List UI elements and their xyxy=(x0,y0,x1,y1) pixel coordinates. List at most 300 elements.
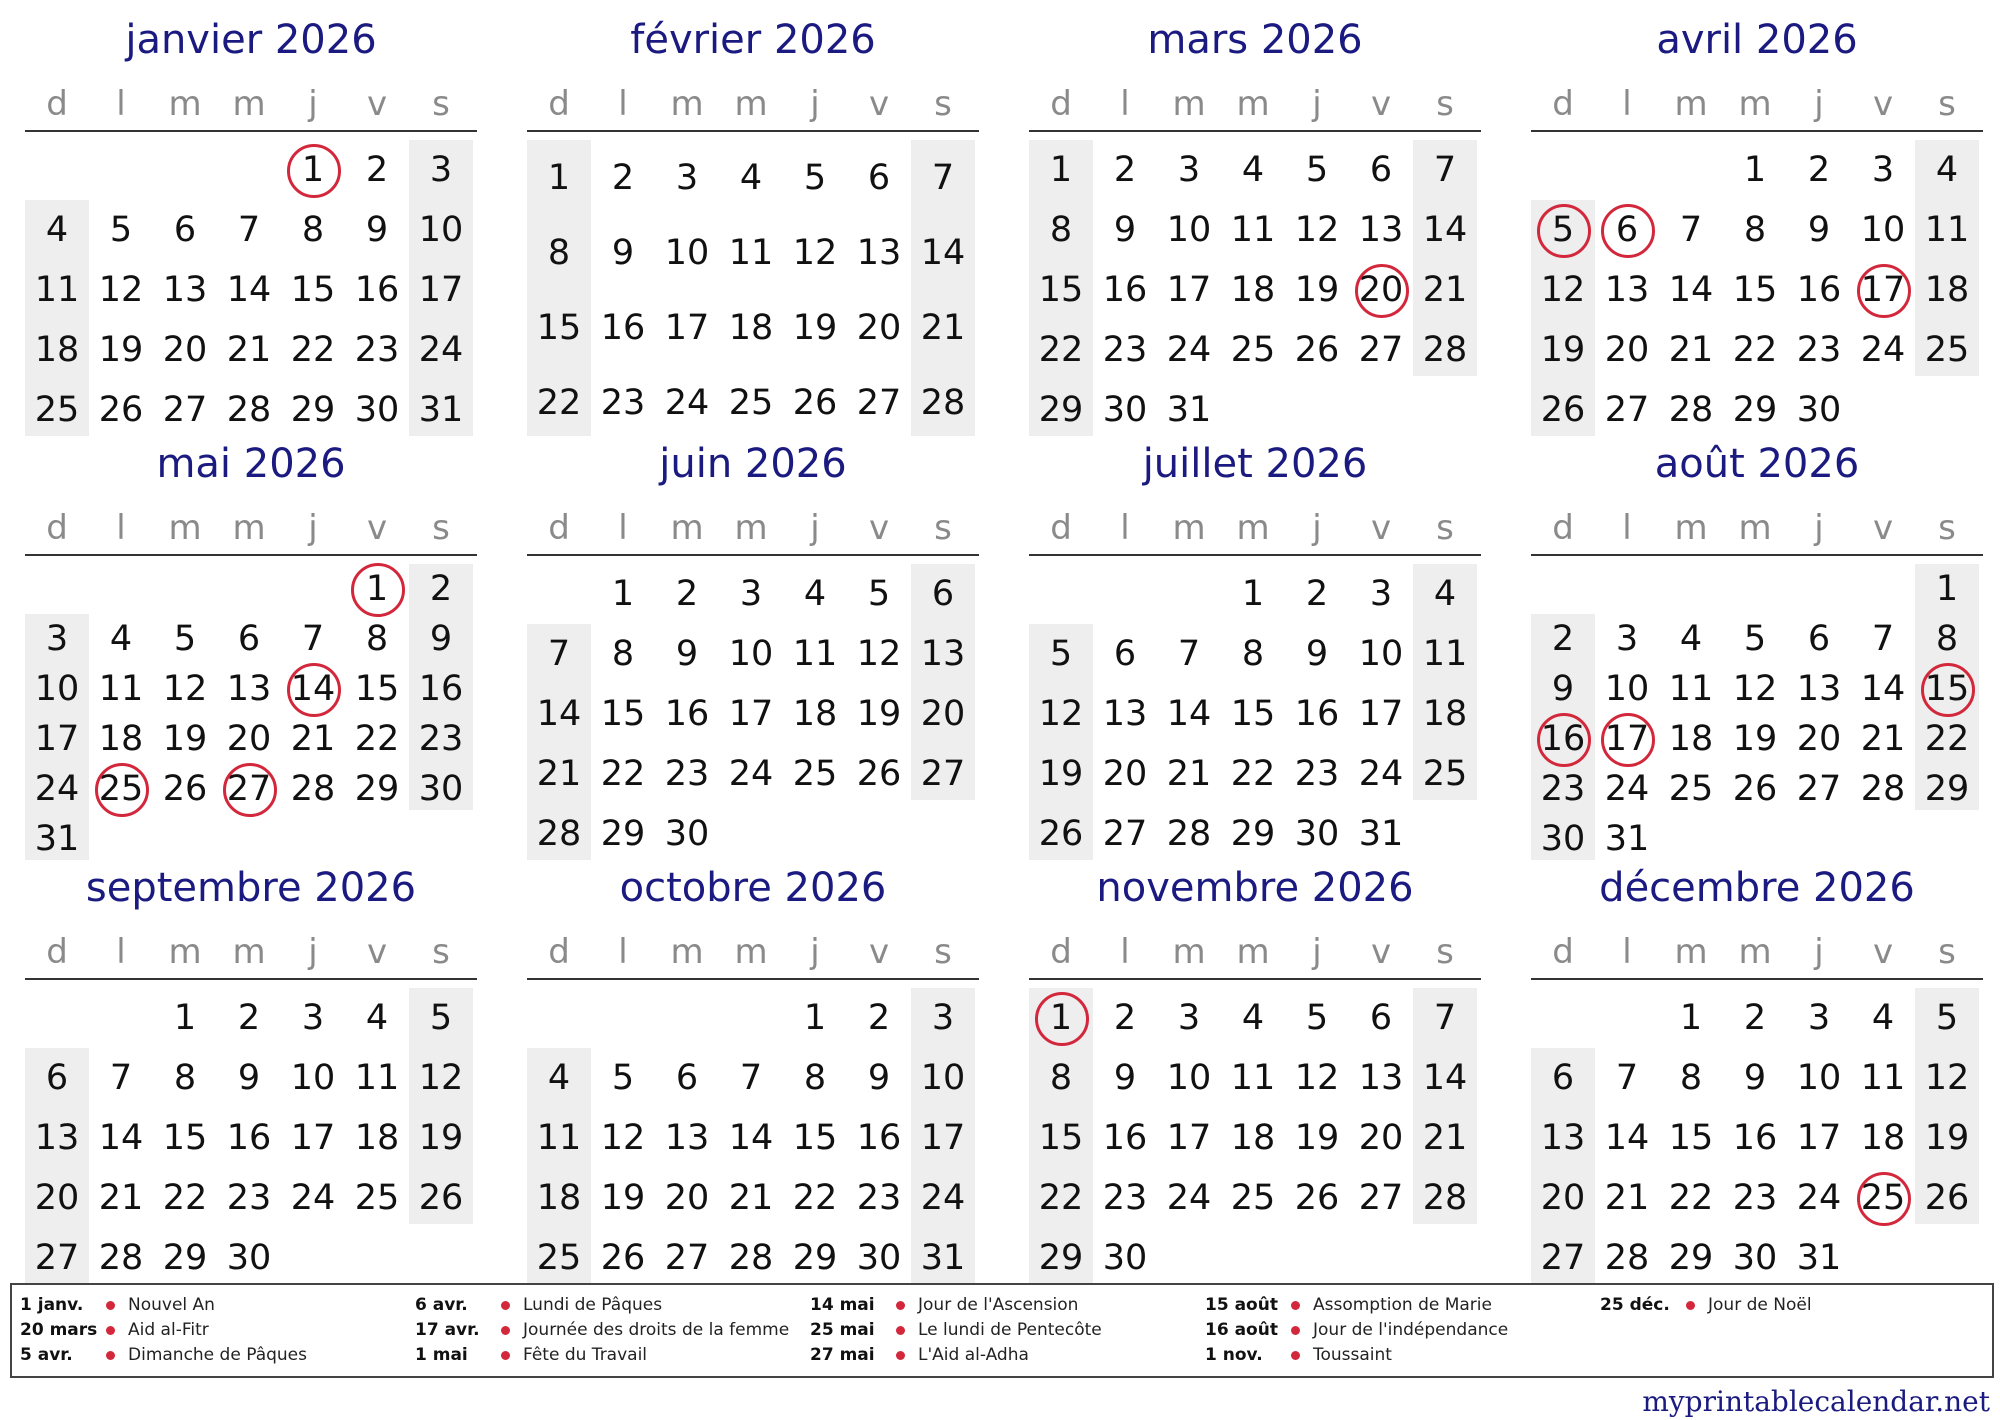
calendar-day: 29 xyxy=(600,814,646,854)
holiday-day: 14 xyxy=(281,662,345,716)
calendar-day: 13 xyxy=(1358,1058,1404,1098)
calendar-day: 31 xyxy=(1166,390,1212,430)
calendar-day: 28 xyxy=(1422,330,1468,370)
calendar-day: 3 xyxy=(1177,150,1201,190)
calendar-day: 9 xyxy=(1743,1058,1767,1098)
calendar-day: 6 xyxy=(1113,634,1137,674)
month-calendar xyxy=(1029,434,1481,854)
calendar-day: 5 xyxy=(1743,619,1767,659)
calendar-day: 23 xyxy=(1102,1178,1148,1218)
weekday-header: d xyxy=(548,84,570,124)
weekday-header: j xyxy=(1814,932,1824,972)
holiday-day: 5 xyxy=(1531,203,1595,257)
calendar-day: 9 xyxy=(1113,210,1137,250)
calendar-day: 25 xyxy=(1230,1178,1276,1218)
calendar-day: 26 xyxy=(856,754,902,794)
holiday-day: 1 xyxy=(281,143,345,197)
calendar-day: 4 xyxy=(45,210,69,250)
calendar-day: 11 xyxy=(1230,1058,1276,1098)
calendar-day: 13 xyxy=(1540,1118,1586,1158)
header-divider xyxy=(1531,978,1983,980)
calendar-day: 7 xyxy=(1433,998,1457,1038)
weekday-header: d xyxy=(1552,508,1574,548)
calendar-day: 29 xyxy=(354,769,400,809)
calendar-day: 27 xyxy=(1604,390,1650,430)
month-title: janvier 2026 xyxy=(125,17,377,63)
calendar-day: 9 xyxy=(237,1058,261,1098)
calendar-day: 15 xyxy=(536,307,582,348)
calendar-day: 27 xyxy=(1796,769,1842,809)
calendar-day: 22 xyxy=(290,330,336,370)
month-calendar xyxy=(1029,10,1481,430)
calendar-day: 19 xyxy=(162,719,208,759)
holiday-date: 6 avr. xyxy=(415,1295,468,1315)
calendar-day: 16 xyxy=(1102,270,1148,310)
calendar-day: 6 xyxy=(237,619,261,659)
holiday-name: Aid al-Fitr xyxy=(128,1320,209,1340)
weekday-header: m xyxy=(1172,508,1206,548)
weekday-header: l xyxy=(1120,932,1130,972)
weekday-header: j xyxy=(1312,932,1322,972)
calendar-day: 21 xyxy=(728,1178,774,1218)
weekday-header: j xyxy=(810,932,820,972)
calendar-day: 24 xyxy=(1796,1178,1842,1218)
calendar-day: 7 xyxy=(1433,150,1457,190)
calendar-day: 23 xyxy=(1102,330,1148,370)
calendar-day: 10 xyxy=(920,1058,966,1098)
calendar-day: 9 xyxy=(867,1058,891,1098)
calendar-day: 14 xyxy=(920,232,966,273)
calendar-day: 30 xyxy=(1294,814,1340,854)
month-title: mars 2026 xyxy=(1147,17,1363,63)
calendar-day: 16 xyxy=(1796,270,1842,310)
weekday-header: l xyxy=(1120,84,1130,124)
calendar-day: 27 xyxy=(162,390,208,430)
holiday-name: Jour de l'indépendance xyxy=(1313,1320,1509,1340)
holiday-date: 25 déc. xyxy=(1600,1295,1670,1315)
calendar-day: 10 xyxy=(1860,210,1906,250)
calendar-day: 27 xyxy=(664,1238,710,1278)
calendar-day: 22 xyxy=(1038,330,1084,370)
calendar-day: 4 xyxy=(365,998,389,1038)
bullet-dot-icon xyxy=(501,1351,510,1360)
calendar-day: 26 xyxy=(418,1178,464,1218)
weekday-header: m xyxy=(734,84,768,124)
month-title: juin 2026 xyxy=(659,441,847,487)
calendar-day: 28 xyxy=(226,390,272,430)
bullet-dot-icon xyxy=(1291,1326,1300,1335)
calendar-day: 9 xyxy=(675,634,699,674)
calendar-day: 26 xyxy=(1732,769,1778,809)
calendar-day: 22 xyxy=(792,1178,838,1218)
calendar-day: 19 xyxy=(1924,1118,1970,1158)
calendar-day: 6 xyxy=(867,157,891,198)
calendar-day: 5 xyxy=(1305,150,1329,190)
weekday-header: j xyxy=(1814,84,1824,124)
calendar-day: 15 xyxy=(1038,1118,1084,1158)
calendar-day: 27 xyxy=(1358,330,1404,370)
calendar-day: 31 xyxy=(34,819,80,859)
weekday-header: j xyxy=(1814,508,1824,548)
calendar-day: 24 xyxy=(1166,1178,1212,1218)
calendar-day: 4 xyxy=(1241,150,1265,190)
calendar-day: 6 xyxy=(1551,1058,1575,1098)
calendar-day: 25 xyxy=(728,382,774,423)
month-calendar xyxy=(527,10,979,430)
calendar-day: 8 xyxy=(1935,619,1959,659)
calendar-day: 18 xyxy=(536,1178,582,1218)
calendar-day: 12 xyxy=(1924,1058,1970,1098)
calendar-day: 23 xyxy=(1540,769,1586,809)
calendar-day: 8 xyxy=(365,619,389,659)
calendar-day: 3 xyxy=(931,998,955,1038)
calendar-day: 17 xyxy=(728,694,774,734)
calendar-day: 8 xyxy=(173,1058,197,1098)
calendar-day: 10 xyxy=(1358,634,1404,674)
calendar-day: 6 xyxy=(45,1058,69,1098)
calendar-day: 22 xyxy=(1668,1178,1714,1218)
calendar-day: 28 xyxy=(98,1238,144,1278)
calendar-day: 5 xyxy=(611,1058,635,1098)
calendar-day: 5 xyxy=(1935,998,1959,1038)
calendar-day: 8 xyxy=(611,634,635,674)
calendar-day: 8 xyxy=(1049,1058,1073,1098)
calendar-day: 18 xyxy=(1924,270,1970,310)
month-title: août 2026 xyxy=(1654,441,1860,487)
calendar-day: 29 xyxy=(1732,390,1778,430)
weekday-header: m xyxy=(670,508,704,548)
month-calendar xyxy=(25,10,477,430)
calendar-day: 14 xyxy=(226,270,272,310)
calendar-day: 16 xyxy=(418,669,464,709)
calendar-day: 18 xyxy=(354,1118,400,1158)
calendar-day: 12 xyxy=(1540,270,1586,310)
calendar-day: 28 xyxy=(728,1238,774,1278)
holiday-day: 17 xyxy=(1851,263,1915,317)
calendar-day: 15 xyxy=(1732,270,1778,310)
calendar-day: 22 xyxy=(1732,330,1778,370)
calendar-day: 30 xyxy=(354,390,400,430)
month-title: mai 2026 xyxy=(156,441,346,487)
calendar-day: 30 xyxy=(664,814,710,854)
calendar-day: 4 xyxy=(1871,998,1895,1038)
weekday-header: s xyxy=(1436,932,1454,972)
calendar-day: 13 xyxy=(1358,210,1404,250)
calendar-day: 16 xyxy=(1732,1118,1778,1158)
weekday-header: v xyxy=(1370,84,1392,124)
weekday-header: j xyxy=(1312,508,1322,548)
calendar-day: 21 xyxy=(1422,270,1468,310)
holiday-day: 25 xyxy=(89,762,153,816)
calendar-day: 20 xyxy=(1102,754,1148,794)
calendar-day: 9 xyxy=(1113,1058,1137,1098)
calendar-day: 9 xyxy=(611,232,635,273)
header-divider xyxy=(25,554,477,556)
calendar-day: 11 xyxy=(1422,634,1468,674)
weekday-header: m xyxy=(168,84,202,124)
calendar-day: 19 xyxy=(98,330,144,370)
calendar-day: 21 xyxy=(536,754,582,794)
header-divider xyxy=(1029,978,1481,980)
month-title: octobre 2026 xyxy=(619,865,887,911)
calendar-day: 16 xyxy=(600,307,646,348)
calendar-day: 31 xyxy=(920,1238,966,1278)
calendar-day: 9 xyxy=(365,210,389,250)
calendar-day: 4 xyxy=(1935,150,1959,190)
calendar-day: 19 xyxy=(1038,754,1084,794)
calendar-day: 29 xyxy=(792,1238,838,1278)
weekday-header: l xyxy=(1622,932,1632,972)
month-title: juillet 2026 xyxy=(1142,441,1368,487)
calendar-day: 8 xyxy=(803,1058,827,1098)
header-divider xyxy=(527,554,979,556)
weekday-header: m xyxy=(1738,508,1772,548)
calendar-day: 16 xyxy=(664,694,710,734)
bullet-dot-icon xyxy=(501,1326,510,1335)
weekday-header: v xyxy=(1370,508,1392,548)
calendar-day: 19 xyxy=(1294,1118,1340,1158)
calendar-day: 17 xyxy=(664,307,710,348)
calendar-day: 10 xyxy=(418,210,464,250)
holiday-name: Fête du Travail xyxy=(523,1345,648,1365)
weekday-header: d xyxy=(548,932,570,972)
calendar-day: 8 xyxy=(1679,1058,1703,1098)
calendar-day: 10 xyxy=(664,232,710,273)
bullet-dot-icon xyxy=(106,1301,115,1310)
calendar-day: 21 xyxy=(226,330,272,370)
calendar-day: 5 xyxy=(173,619,197,659)
calendar-day: 14 xyxy=(1422,210,1468,250)
calendar-day: 13 xyxy=(664,1118,710,1158)
calendar-day: 30 xyxy=(1102,1238,1148,1278)
calendar-day: 24 xyxy=(34,769,80,809)
calendar-day: 25 xyxy=(1668,769,1714,809)
calendar-day: 4 xyxy=(1679,619,1703,659)
holiday-name: Nouvel An xyxy=(128,1295,215,1315)
weekday-header: m xyxy=(1172,932,1206,972)
calendar-day: 24 xyxy=(1166,330,1212,370)
calendar-day: 27 xyxy=(1102,814,1148,854)
holiday-date: 20 mars xyxy=(20,1320,98,1340)
calendar-day: 19 xyxy=(1294,270,1340,310)
calendar-day: 2 xyxy=(1113,998,1137,1038)
calendar-day: 15 xyxy=(1230,694,1276,734)
weekday-header: l xyxy=(618,84,628,124)
weekday-header: d xyxy=(1552,932,1574,972)
weekday-header: l xyxy=(1120,508,1130,548)
calendar-day: 31 xyxy=(1604,819,1650,859)
calendar-day: 21 xyxy=(1668,330,1714,370)
month-title: novembre 2026 xyxy=(1096,865,1414,911)
calendar-day: 28 xyxy=(1860,769,1906,809)
weekday-header: m xyxy=(168,932,202,972)
calendar-day: 12 xyxy=(1294,1058,1340,1098)
calendar-day: 20 xyxy=(920,694,966,734)
weekday-header: s xyxy=(1938,932,1956,972)
calendar-day: 11 xyxy=(728,232,774,273)
calendar-day: 24 xyxy=(418,330,464,370)
calendar-day: 12 xyxy=(418,1058,464,1098)
calendar-day: 14 xyxy=(1422,1058,1468,1098)
calendar-day: 7 xyxy=(237,210,261,250)
calendar-day: 14 xyxy=(536,694,582,734)
weekday-header: v xyxy=(1370,932,1392,972)
calendar-day: 29 xyxy=(1668,1238,1714,1278)
calendar-day: 25 xyxy=(1230,330,1276,370)
calendar-day: 23 xyxy=(1796,330,1842,370)
calendar-day: 9 xyxy=(1305,634,1329,674)
calendar-day: 3 xyxy=(45,619,69,659)
weekday-header: s xyxy=(432,932,450,972)
calendar-day: 25 xyxy=(1924,330,1970,370)
calendar-day: 3 xyxy=(1177,998,1201,1038)
calendar-day: 23 xyxy=(856,1178,902,1218)
holiday-name: Jour de Noël xyxy=(1708,1295,1812,1315)
calendar-day: 8 xyxy=(1049,210,1073,250)
calendar-day: 27 xyxy=(920,754,966,794)
weekday-header: d xyxy=(46,932,68,972)
weekday-header: m xyxy=(1738,84,1772,124)
calendar-day: 17 xyxy=(920,1118,966,1158)
weekday-header: j xyxy=(810,508,820,548)
calendar-day: 3 xyxy=(1871,150,1895,190)
calendar-day: 4 xyxy=(1241,998,1265,1038)
calendar-day: 3 xyxy=(675,157,699,198)
calendar-day: 14 xyxy=(1860,669,1906,709)
weekday-header: m xyxy=(670,932,704,972)
calendar-day: 12 xyxy=(162,669,208,709)
holiday-name: Dimanche de Pâques xyxy=(128,1345,307,1365)
holiday-name: Assomption de Marie xyxy=(1313,1295,1492,1315)
calendar-day: 24 xyxy=(664,382,710,423)
calendar-day: 1 xyxy=(1679,998,1703,1038)
calendar-day: 1 xyxy=(803,998,827,1038)
calendar-day: 24 xyxy=(1358,754,1404,794)
calendar-day: 30 xyxy=(226,1238,272,1278)
calendar-day: 11 xyxy=(1924,210,1970,250)
weekday-header: j xyxy=(308,84,318,124)
calendar-day: 20 xyxy=(1358,1118,1404,1158)
weekday-header: d xyxy=(548,508,570,548)
calendar-day: 10 xyxy=(1796,1058,1842,1098)
calendar-day: 11 xyxy=(536,1118,582,1158)
bullet-dot-icon xyxy=(501,1301,510,1310)
bullet-dot-icon xyxy=(896,1351,905,1360)
weekday-header: l xyxy=(1622,84,1632,124)
bullet-dot-icon xyxy=(106,1326,115,1335)
calendar-day: 26 xyxy=(1924,1178,1970,1218)
calendar-day: 5 xyxy=(109,210,133,250)
weekday-header: l xyxy=(618,508,628,548)
calendar-day: 7 xyxy=(931,157,955,198)
calendar-day: 20 xyxy=(226,719,272,759)
calendar-day: 28 xyxy=(1422,1178,1468,1218)
weekday-header: d xyxy=(1050,84,1072,124)
calendar-day: 24 xyxy=(290,1178,336,1218)
calendar-day: 5 xyxy=(429,998,453,1038)
calendar-day: 2 xyxy=(611,157,635,198)
weekday-header: s xyxy=(1436,508,1454,548)
calendar-day: 28 xyxy=(920,382,966,423)
calendar-day: 2 xyxy=(1113,150,1137,190)
calendar-day: 5 xyxy=(867,574,891,614)
calendar-day: 11 xyxy=(1860,1058,1906,1098)
calendar-day: 12 xyxy=(856,634,902,674)
header-divider xyxy=(25,130,477,132)
calendar-day: 7 xyxy=(109,1058,133,1098)
calendar-day: 18 xyxy=(34,330,80,370)
header-divider xyxy=(25,978,477,980)
calendar-day: 1 xyxy=(1935,569,1959,609)
header-divider xyxy=(1531,130,1983,132)
calendar-day: 7 xyxy=(547,634,571,674)
weekday-header: j xyxy=(1312,84,1322,124)
holiday-name: Lundi de Pâques xyxy=(523,1295,663,1315)
calendar-day: 6 xyxy=(1369,998,1393,1038)
bullet-dot-icon xyxy=(896,1301,905,1310)
calendar-day: 4 xyxy=(1433,574,1457,614)
calendar-day: 8 xyxy=(1241,634,1265,674)
calendar-day: 16 xyxy=(1294,694,1340,734)
calendar-day: 18 xyxy=(1422,694,1468,734)
calendar-day: 1 xyxy=(173,998,197,1038)
calendar-day: 15 xyxy=(1668,1118,1714,1158)
calendar-day: 21 xyxy=(1166,754,1212,794)
weekday-header: m xyxy=(1674,932,1708,972)
calendar-day: 11 xyxy=(1230,210,1276,250)
calendar-day: 1 xyxy=(1743,150,1767,190)
holiday-name: Toussaint xyxy=(1313,1345,1392,1365)
weekday-header: m xyxy=(1236,932,1270,972)
calendar-day: 19 xyxy=(856,694,902,734)
calendar-day: 23 xyxy=(354,330,400,370)
holiday-day: 25 xyxy=(1851,1171,1915,1225)
weekday-header: v xyxy=(366,508,388,548)
calendar-day: 14 xyxy=(98,1118,144,1158)
month-calendar xyxy=(25,858,477,1278)
weekday-header: l xyxy=(116,932,126,972)
calendar-day: 30 xyxy=(1796,390,1842,430)
calendar-day: 11 xyxy=(34,270,80,310)
bullet-dot-icon xyxy=(1291,1351,1300,1360)
calendar-day: 29 xyxy=(1924,769,1970,809)
weekday-header: s xyxy=(432,84,450,124)
calendar-day: 17 xyxy=(1166,1118,1212,1158)
header-divider xyxy=(527,978,979,980)
calendar-day: 6 xyxy=(931,574,955,614)
calendar-day: 7 xyxy=(1679,210,1703,250)
calendar-day: 29 xyxy=(290,390,336,430)
weekday-header: m xyxy=(232,84,266,124)
calendar-day: 20 xyxy=(34,1178,80,1218)
holiday-day: 17 xyxy=(1595,712,1659,766)
month-calendar xyxy=(25,434,477,859)
calendar-day: 22 xyxy=(1038,1178,1084,1218)
calendar-day: 16 xyxy=(226,1118,272,1158)
calendar-day: 8 xyxy=(301,210,325,250)
weekday-header: d xyxy=(1552,84,1574,124)
calendar-day: 31 xyxy=(418,390,464,430)
bullet-dot-icon xyxy=(1291,1301,1300,1310)
site-watermark[interactable]: myprintablecalendar.net xyxy=(1642,1385,1990,1418)
calendar-day: 30 xyxy=(856,1238,902,1278)
calendar-day: 26 xyxy=(1294,330,1340,370)
calendar-day: 18 xyxy=(1230,270,1276,310)
month-calendar xyxy=(1531,434,1983,859)
weekday-header: s xyxy=(934,84,952,124)
calendar-day: 2 xyxy=(237,998,261,1038)
weekday-header: v xyxy=(366,84,388,124)
